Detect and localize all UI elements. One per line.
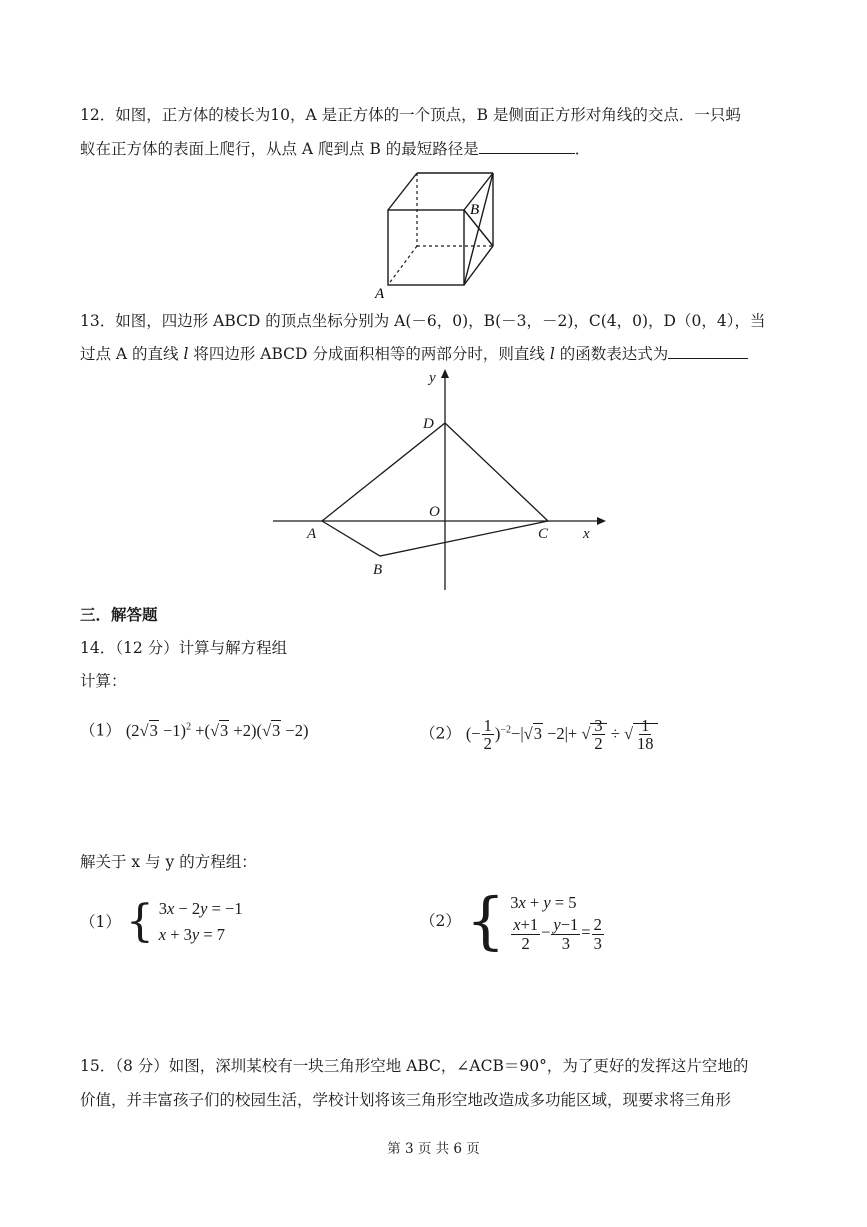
q14-system-1-brace: { <box>125 896 154 947</box>
q14-calc-2-number: （2） <box>420 724 461 743</box>
q13-line-l-2: l <box>549 345 555 363</box>
q15-line2: 价值，并丰富孩子们的校园生活，学校计划将该三角形空地改造成多功能区域，现要求将三角形 <box>80 1091 732 1109</box>
q13-answer-blank <box>668 344 748 359</box>
q12-answer-blank <box>479 139 575 154</box>
label-b: B <box>373 562 383 578</box>
q14-system-1-equations: 3x − 2y = −1 x + 3y = 7 <box>158 899 243 944</box>
q14-solve-label: 解关于 x 与 y 的方程组： <box>80 853 257 871</box>
q14-system-1-number: （1） <box>80 913 121 931</box>
q14-calc-label: 计算： <box>80 672 127 690</box>
q13-line2 <box>80 343 748 365</box>
q14-calc-2-expression: (− $\frac{1}{2}$ )$^{-2}$−|√3 −2|+ √ $\frac{3}{2}$ ÷ √ $\frac{1}{18}$ <box>466 724 658 743</box>
label-o: O <box>429 504 440 520</box>
q14-system-1 <box>80 896 243 946</box>
cube-depth-edge-tl <box>388 173 417 210</box>
q13-line2-part-b: 将四边形 ABCD 分成面积相等的两部分时，则直线 <box>188 345 550 363</box>
cube-right-diagonal-2 <box>464 173 493 285</box>
q14-calc-2 <box>420 708 658 752</box>
q13-line1: 13．如图，四边形 ABCD 的顶点坐标分别为 A(－6，0)，B(－3，－2)，C(4，0)，D（0，4），当 <box>80 312 766 330</box>
label-a: A <box>307 526 317 542</box>
q12-line2-text: 蚁在正方体的表面上爬行，从点 A 爬到点 B 的最短路径是 <box>80 140 479 158</box>
q13-line-l-1: l <box>183 345 189 363</box>
quadrilateral-abcd <box>322 423 548 556</box>
q14-header: 14．（12 分）计算与解方程组 <box>80 639 288 657</box>
cube-hidden-depth <box>388 246 417 285</box>
cube-label-a: A <box>375 286 385 300</box>
coordinate-figure <box>265 368 610 596</box>
cube-front-face <box>388 210 464 285</box>
x-axis-arrow <box>597 517 606 525</box>
q14-calc-1-expression: $(2√3 -1)^2 +(√3 +2)(√3 -2)$ <box>125 720 309 740</box>
q12-line1: 12．如图，正方体的棱长为10，A 是正方体的一个顶点，B 是侧面正方形对角线的交点．一只蚂 <box>80 106 741 124</box>
q14-system-2-brace: { <box>465 884 506 957</box>
label-x: x <box>583 526 590 542</box>
q12-line2-end: ． <box>574 140 591 158</box>
q15-line1: 15．（8 分）如图，深圳某校有一块三角形空地 ABC，∠ACB＝90°，为了更好的发挥这片空地的 <box>80 1057 749 1075</box>
section-title: 三．解答题 <box>80 605 158 624</box>
q14-system-2-number: （2） <box>420 912 461 930</box>
label-c: C <box>538 526 549 542</box>
cube-label-b: B <box>470 202 480 218</box>
q13-line2-part-a: 过点 A 的直线 <box>80 345 184 363</box>
label-d: D <box>423 416 434 432</box>
y-axis-arrow <box>441 369 449 378</box>
q14-system-2 <box>420 884 605 956</box>
q14-calc-1-number: （1） <box>80 721 121 740</box>
cube-figure <box>370 168 505 300</box>
label-y: y <box>429 370 436 386</box>
q13-line2-part-c: 的函数表达式为 <box>554 345 669 363</box>
q14-system-2-equations: 3x + y = 5 $\frac{x+1}{2}$ − $\frac{y-1}{3}$ = $\frac{2}{3}$ <box>510 893 602 953</box>
page-footer: 第 3 页 共 6 页 <box>387 1141 480 1157</box>
q12-line2 <box>80 138 590 160</box>
q14-calc-1 <box>80 716 308 742</box>
